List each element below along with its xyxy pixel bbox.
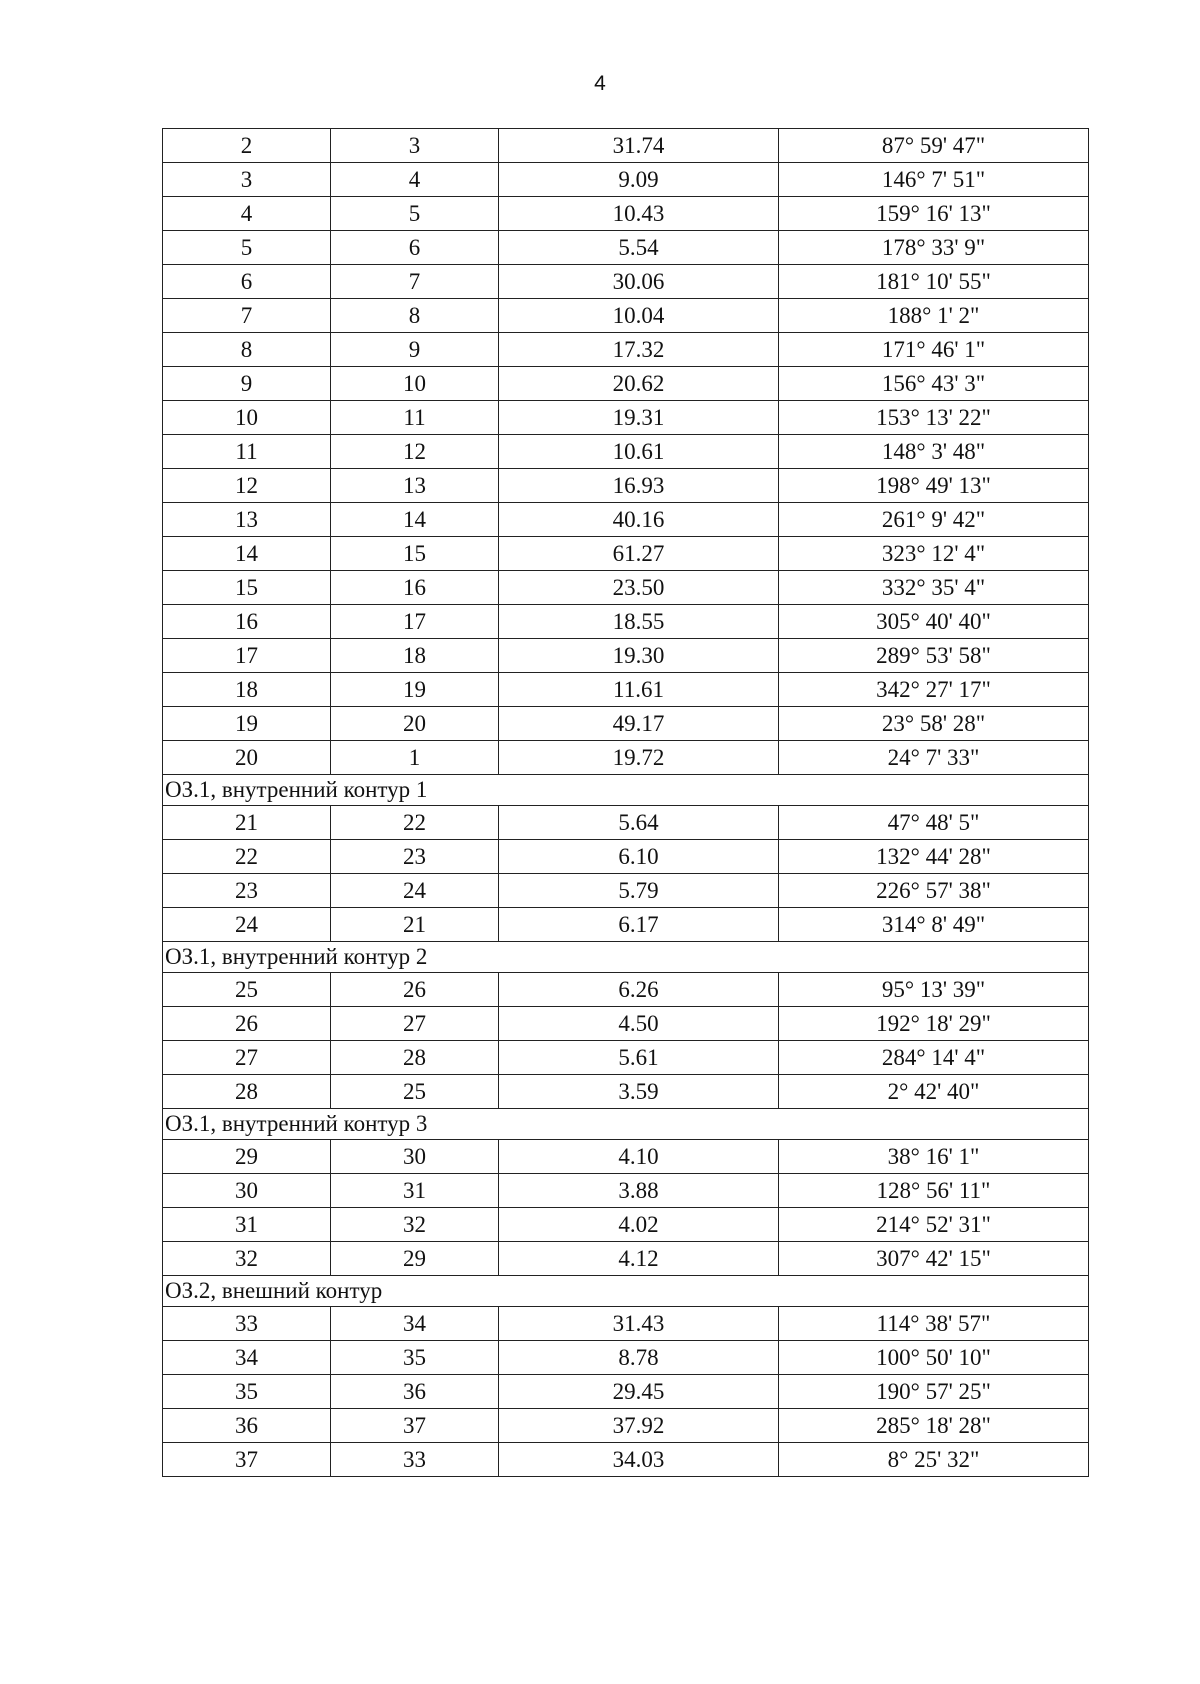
angle-cell: 285° 18' 28" bbox=[779, 1409, 1089, 1443]
length-cell: 34.03 bbox=[499, 1443, 779, 1477]
table-row bbox=[163, 605, 1089, 639]
point-to-cell: 17 bbox=[331, 605, 499, 639]
length-cell: 40.16 bbox=[499, 503, 779, 537]
point-from-cell: 14 bbox=[163, 537, 331, 571]
angle-cell: 323° 12' 4" bbox=[779, 537, 1089, 571]
length-cell: 11.61 bbox=[499, 673, 779, 707]
point-to-cell: 16 bbox=[331, 571, 499, 605]
length-cell: 9.09 bbox=[499, 163, 779, 197]
section-header-row bbox=[163, 775, 1089, 806]
point-to-cell: 35 bbox=[331, 1341, 499, 1375]
table-row bbox=[163, 571, 1089, 605]
angle-cell: 47° 48' 5" bbox=[779, 806, 1089, 840]
table-row bbox=[163, 840, 1089, 874]
point-from-cell: 37 bbox=[163, 1443, 331, 1477]
table-row bbox=[163, 163, 1089, 197]
point-to-cell: 24 bbox=[331, 874, 499, 908]
table-body bbox=[163, 129, 1089, 1477]
table-row bbox=[163, 469, 1089, 503]
table-row bbox=[163, 1208, 1089, 1242]
angle-cell: 24° 7' 33" bbox=[779, 741, 1089, 775]
table-row bbox=[163, 401, 1089, 435]
angle-cell: 198° 49' 13" bbox=[779, 469, 1089, 503]
length-cell: 10.04 bbox=[499, 299, 779, 333]
point-to-cell: 26 bbox=[331, 973, 499, 1007]
length-cell: 5.54 bbox=[499, 231, 779, 265]
angle-cell: 23° 58' 28" bbox=[779, 707, 1089, 741]
point-to-cell: 37 bbox=[331, 1409, 499, 1443]
point-from-cell: 31 bbox=[163, 1208, 331, 1242]
point-from-cell: 6 bbox=[163, 265, 331, 299]
angle-cell: 192° 18' 29" bbox=[779, 1007, 1089, 1041]
point-from-cell: 23 bbox=[163, 874, 331, 908]
point-from-cell: 24 bbox=[163, 908, 331, 942]
length-cell: 3.59 bbox=[499, 1075, 779, 1109]
point-from-cell: 36 bbox=[163, 1409, 331, 1443]
angle-cell: 188° 1' 2" bbox=[779, 299, 1089, 333]
table-row bbox=[163, 806, 1089, 840]
angle-cell: 289° 53' 58" bbox=[779, 639, 1089, 673]
angle-cell: 305° 40' 40" bbox=[779, 605, 1089, 639]
table-row bbox=[163, 503, 1089, 537]
point-from-cell: 15 bbox=[163, 571, 331, 605]
point-from-cell: 33 bbox=[163, 1307, 331, 1341]
table-row bbox=[163, 333, 1089, 367]
point-from-cell: 29 bbox=[163, 1140, 331, 1174]
length-cell: 5.61 bbox=[499, 1041, 779, 1075]
table-row bbox=[163, 874, 1089, 908]
point-to-cell: 31 bbox=[331, 1174, 499, 1208]
angle-cell: 284° 14' 4" bbox=[779, 1041, 1089, 1075]
point-from-cell: 32 bbox=[163, 1242, 331, 1276]
length-cell: 31.43 bbox=[499, 1307, 779, 1341]
point-from-cell: 13 bbox=[163, 503, 331, 537]
table-row bbox=[163, 1307, 1089, 1341]
point-to-cell: 14 bbox=[331, 503, 499, 537]
point-from-cell: 8 bbox=[163, 333, 331, 367]
point-to-cell: 33 bbox=[331, 1443, 499, 1477]
length-cell: 6.17 bbox=[499, 908, 779, 942]
angle-cell: 87° 59' 47" bbox=[779, 129, 1089, 163]
point-from-cell: 25 bbox=[163, 973, 331, 1007]
point-to-cell: 6 bbox=[331, 231, 499, 265]
length-cell: 5.64 bbox=[499, 806, 779, 840]
length-cell: 31.74 bbox=[499, 129, 779, 163]
point-from-cell: 18 bbox=[163, 673, 331, 707]
table-row bbox=[163, 367, 1089, 401]
point-to-cell: 28 bbox=[331, 1041, 499, 1075]
length-cell: 30.06 bbox=[499, 265, 779, 299]
point-to-cell: 15 bbox=[331, 537, 499, 571]
angle-cell: 132° 44' 28" bbox=[779, 840, 1089, 874]
table-row bbox=[163, 435, 1089, 469]
length-cell: 19.31 bbox=[499, 401, 779, 435]
point-to-cell: 9 bbox=[331, 333, 499, 367]
table-row bbox=[163, 973, 1089, 1007]
point-to-cell: 27 bbox=[331, 1007, 499, 1041]
length-cell: 3.88 bbox=[499, 1174, 779, 1208]
table-row bbox=[163, 1007, 1089, 1041]
point-to-cell: 8 bbox=[331, 299, 499, 333]
point-from-cell: 4 bbox=[163, 197, 331, 231]
angle-cell: 214° 52' 31" bbox=[779, 1208, 1089, 1242]
point-from-cell: 19 bbox=[163, 707, 331, 741]
length-cell: 18.55 bbox=[499, 605, 779, 639]
table-row bbox=[163, 908, 1089, 942]
table-row bbox=[163, 741, 1089, 775]
table-row bbox=[163, 537, 1089, 571]
point-from-cell: 35 bbox=[163, 1375, 331, 1409]
angle-cell: 171° 46' 1" bbox=[779, 333, 1089, 367]
point-from-cell: 5 bbox=[163, 231, 331, 265]
length-cell: 19.72 bbox=[499, 741, 779, 775]
section-header-row bbox=[163, 1109, 1089, 1140]
section-title: ОЗ.1, внутренний контур 3 bbox=[163, 1109, 1089, 1140]
length-cell: 4.10 bbox=[499, 1140, 779, 1174]
length-cell: 6.26 bbox=[499, 973, 779, 1007]
page-number: 4 bbox=[594, 72, 606, 95]
angle-cell: 261° 9' 42" bbox=[779, 503, 1089, 537]
point-from-cell: 26 bbox=[163, 1007, 331, 1041]
point-to-cell: 10 bbox=[331, 367, 499, 401]
table-row bbox=[163, 265, 1089, 299]
length-cell: 8.78 bbox=[499, 1341, 779, 1375]
length-cell: 4.50 bbox=[499, 1007, 779, 1041]
table-row bbox=[163, 1174, 1089, 1208]
point-to-cell: 20 bbox=[331, 707, 499, 741]
point-from-cell: 7 bbox=[163, 299, 331, 333]
table-row bbox=[163, 299, 1089, 333]
length-cell: 4.12 bbox=[499, 1242, 779, 1276]
table-row bbox=[163, 1409, 1089, 1443]
angle-cell: 2° 42' 40" bbox=[779, 1075, 1089, 1109]
table-row bbox=[163, 1341, 1089, 1375]
point-from-cell: 2 bbox=[163, 129, 331, 163]
table-row bbox=[163, 1140, 1089, 1174]
table-row bbox=[163, 639, 1089, 673]
angle-cell: 95° 13' 39" bbox=[779, 973, 1089, 1007]
point-from-cell: 22 bbox=[163, 840, 331, 874]
length-cell: 10.43 bbox=[499, 197, 779, 231]
length-cell: 17.32 bbox=[499, 333, 779, 367]
angle-cell: 181° 10' 55" bbox=[779, 265, 1089, 299]
angle-cell: 114° 38' 57" bbox=[779, 1307, 1089, 1341]
point-from-cell: 34 bbox=[163, 1341, 331, 1375]
length-cell: 20.62 bbox=[499, 367, 779, 401]
angle-cell: 128° 56' 11" bbox=[779, 1174, 1089, 1208]
point-to-cell: 21 bbox=[331, 908, 499, 942]
point-from-cell: 20 bbox=[163, 741, 331, 775]
table-row bbox=[163, 673, 1089, 707]
point-to-cell: 19 bbox=[331, 673, 499, 707]
point-to-cell: 25 bbox=[331, 1075, 499, 1109]
coordinates-table bbox=[162, 128, 1089, 1477]
length-cell: 5.79 bbox=[499, 874, 779, 908]
point-to-cell: 3 bbox=[331, 129, 499, 163]
angle-cell: 332° 35' 4" bbox=[779, 571, 1089, 605]
point-to-cell: 1 bbox=[331, 741, 499, 775]
length-cell: 61.27 bbox=[499, 537, 779, 571]
angle-cell: 100° 50' 10" bbox=[779, 1341, 1089, 1375]
angle-cell: 178° 33' 9" bbox=[779, 231, 1089, 265]
length-cell: 6.10 bbox=[499, 840, 779, 874]
length-cell: 49.17 bbox=[499, 707, 779, 741]
angle-cell: 159° 16' 13" bbox=[779, 197, 1089, 231]
table-row bbox=[163, 129, 1089, 163]
table-row bbox=[163, 1041, 1089, 1075]
point-to-cell: 12 bbox=[331, 435, 499, 469]
point-from-cell: 9 bbox=[163, 367, 331, 401]
section-header-row bbox=[163, 942, 1089, 973]
length-cell: 29.45 bbox=[499, 1375, 779, 1409]
point-from-cell: 16 bbox=[163, 605, 331, 639]
table-row bbox=[163, 1375, 1089, 1409]
section-title: ОЗ.1, внутренний контур 2 bbox=[163, 942, 1089, 973]
table-row bbox=[163, 197, 1089, 231]
point-from-cell: 28 bbox=[163, 1075, 331, 1109]
angle-cell: 153° 13' 22" bbox=[779, 401, 1089, 435]
length-cell: 4.02 bbox=[499, 1208, 779, 1242]
table-row bbox=[163, 707, 1089, 741]
section-header-row bbox=[163, 1276, 1089, 1307]
angle-cell: 38° 16' 1" bbox=[779, 1140, 1089, 1174]
section-title: ОЗ.1, внутренний контур 1 bbox=[163, 775, 1089, 806]
table-row bbox=[163, 1242, 1089, 1276]
point-from-cell: 30 bbox=[163, 1174, 331, 1208]
point-to-cell: 4 bbox=[331, 163, 499, 197]
point-to-cell: 30 bbox=[331, 1140, 499, 1174]
length-cell: 10.61 bbox=[499, 435, 779, 469]
point-to-cell: 11 bbox=[331, 401, 499, 435]
point-to-cell: 32 bbox=[331, 1208, 499, 1242]
table-row bbox=[163, 231, 1089, 265]
point-to-cell: 22 bbox=[331, 806, 499, 840]
point-from-cell: 21 bbox=[163, 806, 331, 840]
point-to-cell: 13 bbox=[331, 469, 499, 503]
point-from-cell: 3 bbox=[163, 163, 331, 197]
point-to-cell: 34 bbox=[331, 1307, 499, 1341]
point-from-cell: 27 bbox=[163, 1041, 331, 1075]
length-cell: 19.30 bbox=[499, 639, 779, 673]
point-to-cell: 36 bbox=[331, 1375, 499, 1409]
angle-cell: 148° 3' 48" bbox=[779, 435, 1089, 469]
table-row bbox=[163, 1443, 1089, 1477]
length-cell: 16.93 bbox=[499, 469, 779, 503]
point-to-cell: 7 bbox=[331, 265, 499, 299]
point-from-cell: 12 bbox=[163, 469, 331, 503]
length-cell: 23.50 bbox=[499, 571, 779, 605]
angle-cell: 342° 27' 17" bbox=[779, 673, 1089, 707]
angle-cell: 8° 25' 32" bbox=[779, 1443, 1089, 1477]
length-cell: 37.92 bbox=[499, 1409, 779, 1443]
angle-cell: 314° 8' 49" bbox=[779, 908, 1089, 942]
angle-cell: 226° 57' 38" bbox=[779, 874, 1089, 908]
section-title: ОЗ.2, внешний контур bbox=[163, 1276, 1089, 1307]
angle-cell: 146° 7' 51" bbox=[779, 163, 1089, 197]
point-from-cell: 17 bbox=[163, 639, 331, 673]
point-to-cell: 18 bbox=[331, 639, 499, 673]
table-row bbox=[163, 1075, 1089, 1109]
point-from-cell: 11 bbox=[163, 435, 331, 469]
point-from-cell: 10 bbox=[163, 401, 331, 435]
point-to-cell: 29 bbox=[331, 1242, 499, 1276]
point-to-cell: 23 bbox=[331, 840, 499, 874]
angle-cell: 156° 43' 3" bbox=[779, 367, 1089, 401]
angle-cell: 307° 42' 15" bbox=[779, 1242, 1089, 1276]
point-to-cell: 5 bbox=[331, 197, 499, 231]
angle-cell: 190° 57' 25" bbox=[779, 1375, 1089, 1409]
